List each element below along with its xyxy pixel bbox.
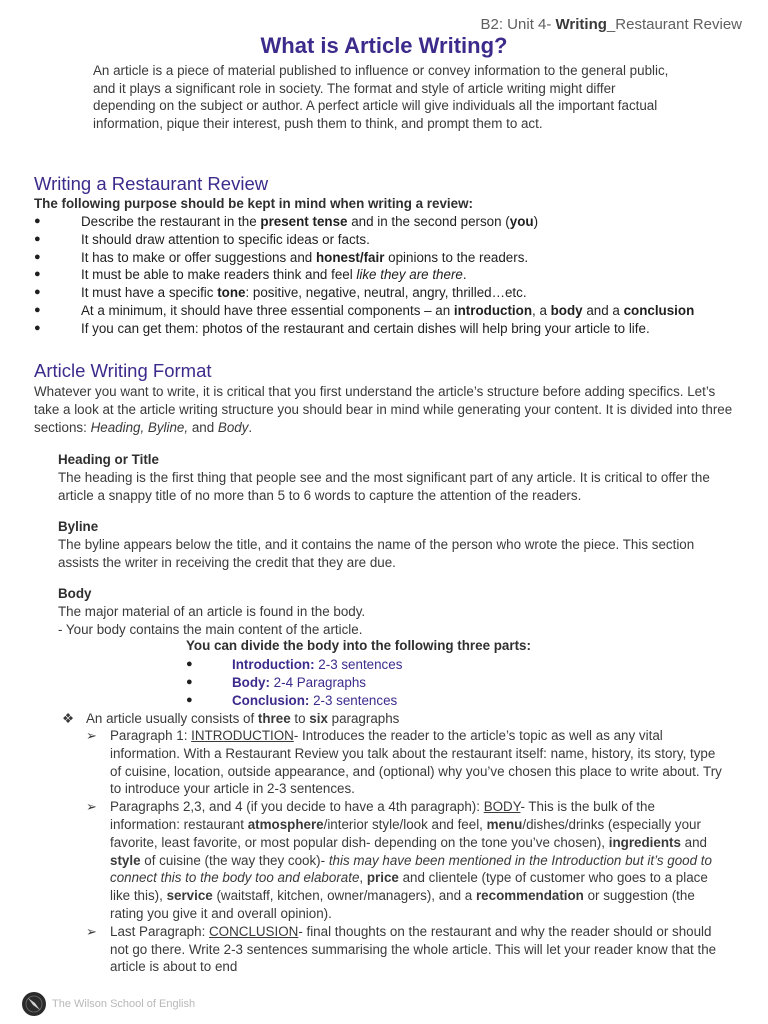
paragraph-item-introduction: ➢ Paragraph 1: INTRODUCTION- Introduces the reader to the article’s topic as well as any vital information. With a Restaurant Review you talk about the restaurant itself: name, history, its story, type of cuisine, location, outside appearance, and (optional) why you’ve chosen this place to write about. Try to introduce your article in 2-3 sentences.	[86, 728, 722, 797]
byline-subsection	[58, 518, 718, 571]
paragraph-count-note: ❖ An article usually consists of three to six paragraphs	[62, 711, 400, 726]
bullet-icon: ●	[34, 215, 41, 227]
intro-paragraph: An article is a piece of material published to influence or convey information to the general public, and it plays a significant role in society. The format and style of article writing might differ depending on the subject or author. A perfect article will give individuals all the important factual information, pique their interest, push them to think, and prompt them to act.	[93, 63, 669, 131]
purpose-list	[34, 213, 744, 338]
bullet-icon: ●	[34, 303, 41, 316]
body-line-2: - Your body contains the main content of the article.	[58, 621, 363, 637]
byline-subtitle: Byline	[58, 519, 99, 534]
format-heading: Article Writing Format	[34, 360, 212, 381]
divide-lead: You can divide the body into the following three parts:	[186, 638, 531, 653]
purpose-item: ● It must be able to make readers think and feel like they are there.	[34, 267, 467, 283]
arrow-bullet-icon: ➢	[86, 799, 97, 815]
bullet-icon: ●	[34, 268, 41, 281]
purpose-lead: The following purpose should be kept in mind when writing a review:	[34, 196, 473, 211]
arrow-bullet-icon: ➢	[86, 923, 97, 939]
bullet-icon: ●	[186, 693, 193, 706]
body-parts-list	[186, 656, 402, 709]
document-title: What is Article Writing?	[260, 33, 508, 58]
format-intro: Whatever you want to write, it is critical that you first understand the article’s structure before adding specifics. Let’s take a look at the article writing structure you should bear in mind while generating your content. It is divided into three sections: Heading, Byline, and Body.	[34, 384, 733, 435]
body-subtitle: Body	[58, 586, 92, 601]
bullet-icon: ●	[34, 321, 41, 334]
heading-subtitle: Heading or Title	[58, 452, 159, 467]
body-subsection	[58, 585, 718, 638]
bullet-icon: ●	[34, 286, 41, 299]
purpose-item: ● At a minimum, it should have three essential components – an introduction, a body and a conclusion	[34, 302, 695, 318]
compass-logo-graphic	[22, 992, 46, 1016]
paragraph-item-conclusion: ➢ Last Paragraph: CONCLUSION- final thoughts on the restaurant and why the reader should or should not go there. Write 2-3 sentences summarising the whole article. This will let your reader know that the article is about to end	[86, 923, 717, 975]
purpose-item: ● It has to make or offer suggestions and honest/fair opinions to the readers.	[34, 249, 529, 265]
school-name: The Wilson School of English	[52, 998, 196, 1010]
heading-subsection	[58, 451, 718, 504]
body-line-1: The major material of an article is found in the body.	[58, 603, 366, 619]
part-item-conclusion: ● Conclusion: 2-3 sentences	[186, 692, 398, 708]
review-heading: Writing a Restaurant Review	[34, 173, 269, 194]
arrow-bullet-icon: ➢	[86, 728, 97, 743]
purpose-item: ● It must have a specific tone: positive, negative, neutral, angry, thrilled…etc.	[34, 285, 527, 301]
paragraph-guide-list	[86, 727, 726, 976]
footer	[22, 992, 195, 1016]
heading-text: The heading is the first thing that people see and the most significant part of any article. It is critical to offer the article a snappy title of no more than 5 to 6 words to capture the attention of the readers.	[58, 469, 710, 503]
bullet-icon: ●	[186, 658, 193, 670]
compass-logo-icon	[22, 992, 46, 1016]
purpose-item: ● Describe the restaurant in the present tense and in the second person (you)	[34, 214, 539, 229]
purpose-item: ● If you can get them: photos of the restaurant and certain dishes will help bring your article to life.	[34, 320, 650, 336]
bullet-icon: ●	[34, 250, 41, 263]
bullet-icon: ●	[34, 232, 41, 245]
part-item-introduction: ● Introduction: 2-3 sentences	[186, 657, 403, 672]
purpose-item: ● It should draw attention to specific ideas or facts.	[34, 231, 370, 247]
diamond-bullet-icon: ❖	[62, 711, 75, 726]
unit-header: B2: Unit 4- Writing_Restaurant Review	[480, 16, 742, 33]
part-item-body: ● Body: 2-4 Paragraphs	[186, 674, 366, 690]
paragraph-item-body: ➢ Paragraphs 2,3, and 4 (if you decide to have a 4th paragraph): BODY- This is the bulk of the information: restaurant atmosphere/interior style/look and feel, menu/dishes/drinks (especially your favorite, least favorite, or most popular dish- depending on the tone you’ve chosen), ingredients and style of cuisine (the way they cook)- this may have been mentioned in the Introduction but it’s good to connect this to the body too and elaborate, price and clientele (type of customer who goes to a place like this), service (waitstaff, kitchen, owner/managers), and a recommendation or suggestion (the rating you give it and overall opinion).	[86, 799, 712, 921]
byline-text: The byline appears below the title, and it contains the name of the person who wrote the piece. This section assists the writer in receiving the credit that they are due.	[58, 536, 695, 570]
bullet-icon: ●	[186, 675, 193, 688]
